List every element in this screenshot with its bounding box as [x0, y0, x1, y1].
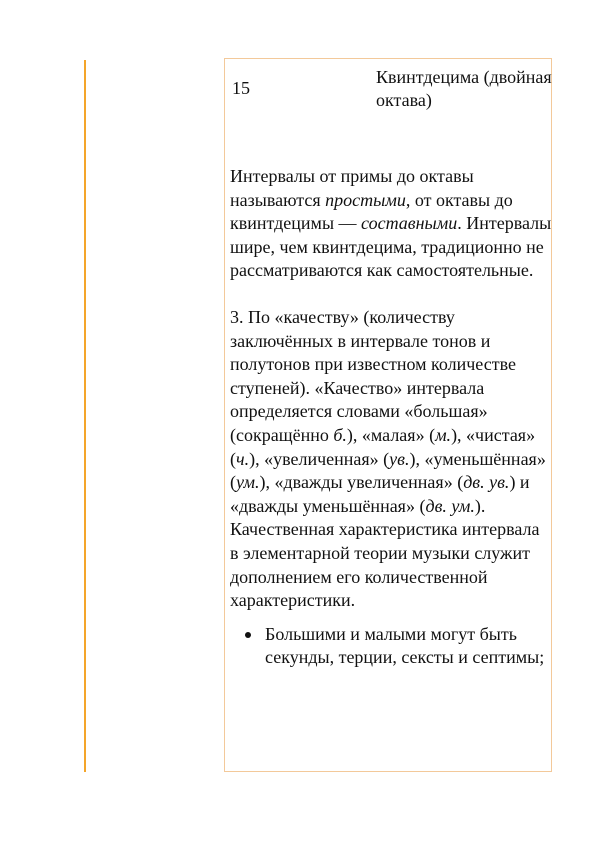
- abbr-augmented: ув.: [389, 448, 410, 469]
- paragraph-gap: [230, 283, 552, 306]
- text-run: Интервалы от примы до октавы называются: [230, 166, 474, 210]
- paragraph-simple-compound: [230, 165, 552, 283]
- bullet-text: Большими и малыми могут быть секунды, терции, сексты и септимы;: [265, 623, 545, 668]
- bullet-item: [230, 623, 552, 670]
- text-run: ), «дважды увеличенная» (: [259, 472, 464, 493]
- text-run: ), «увеличенная» (: [249, 448, 390, 469]
- interval-row-number: 15: [232, 78, 250, 98]
- text-run: , от октавы до квинтдецимы —: [230, 189, 513, 234]
- text-run: . Интервалы шире, чем квинтдецима, традиционно не рассматриваются как самостоятельные.: [230, 213, 552, 281]
- text-run: ). Качественная характеристика интервала в элементарной теории музыки служит дополнением его количественной характеристики.: [230, 495, 540, 611]
- abbr-minor: м.: [435, 424, 452, 445]
- text-run: ), «чистая» (: [230, 424, 536, 469]
- paragraph-quality: [230, 306, 552, 613]
- left-margin-rule: [84, 60, 86, 772]
- body-text: [230, 165, 552, 670]
- abbr-doubly-diminished: дв. ум.: [425, 495, 475, 516]
- text-run: ), «малая» (: [346, 424, 436, 445]
- abbr-doubly-augmented: дв. ув.: [463, 472, 510, 493]
- text-run: ), «уменьшённая» (: [230, 448, 546, 493]
- interval-row-name: Квинтдецима (двойная октава): [376, 67, 552, 110]
- term-simple: простыми: [325, 189, 406, 210]
- bullet-list: [230, 623, 552, 670]
- abbr-diminished: ум.: [236, 472, 260, 493]
- term-compound: составными: [361, 213, 458, 234]
- abbr-major: б.: [333, 424, 347, 445]
- abbr-perfect: ч.: [236, 448, 250, 469]
- text-run: 3. По «качеству» (количеству заключённых в интервале тонов и полутонов при известном количестве ступеней). «Качество» интервала определяется словами «большая» (сокращённо: [230, 306, 516, 445]
- text-run: ) и «дважды уменьшённая» (: [230, 472, 530, 516]
- bullet-dot-icon: [245, 632, 251, 638]
